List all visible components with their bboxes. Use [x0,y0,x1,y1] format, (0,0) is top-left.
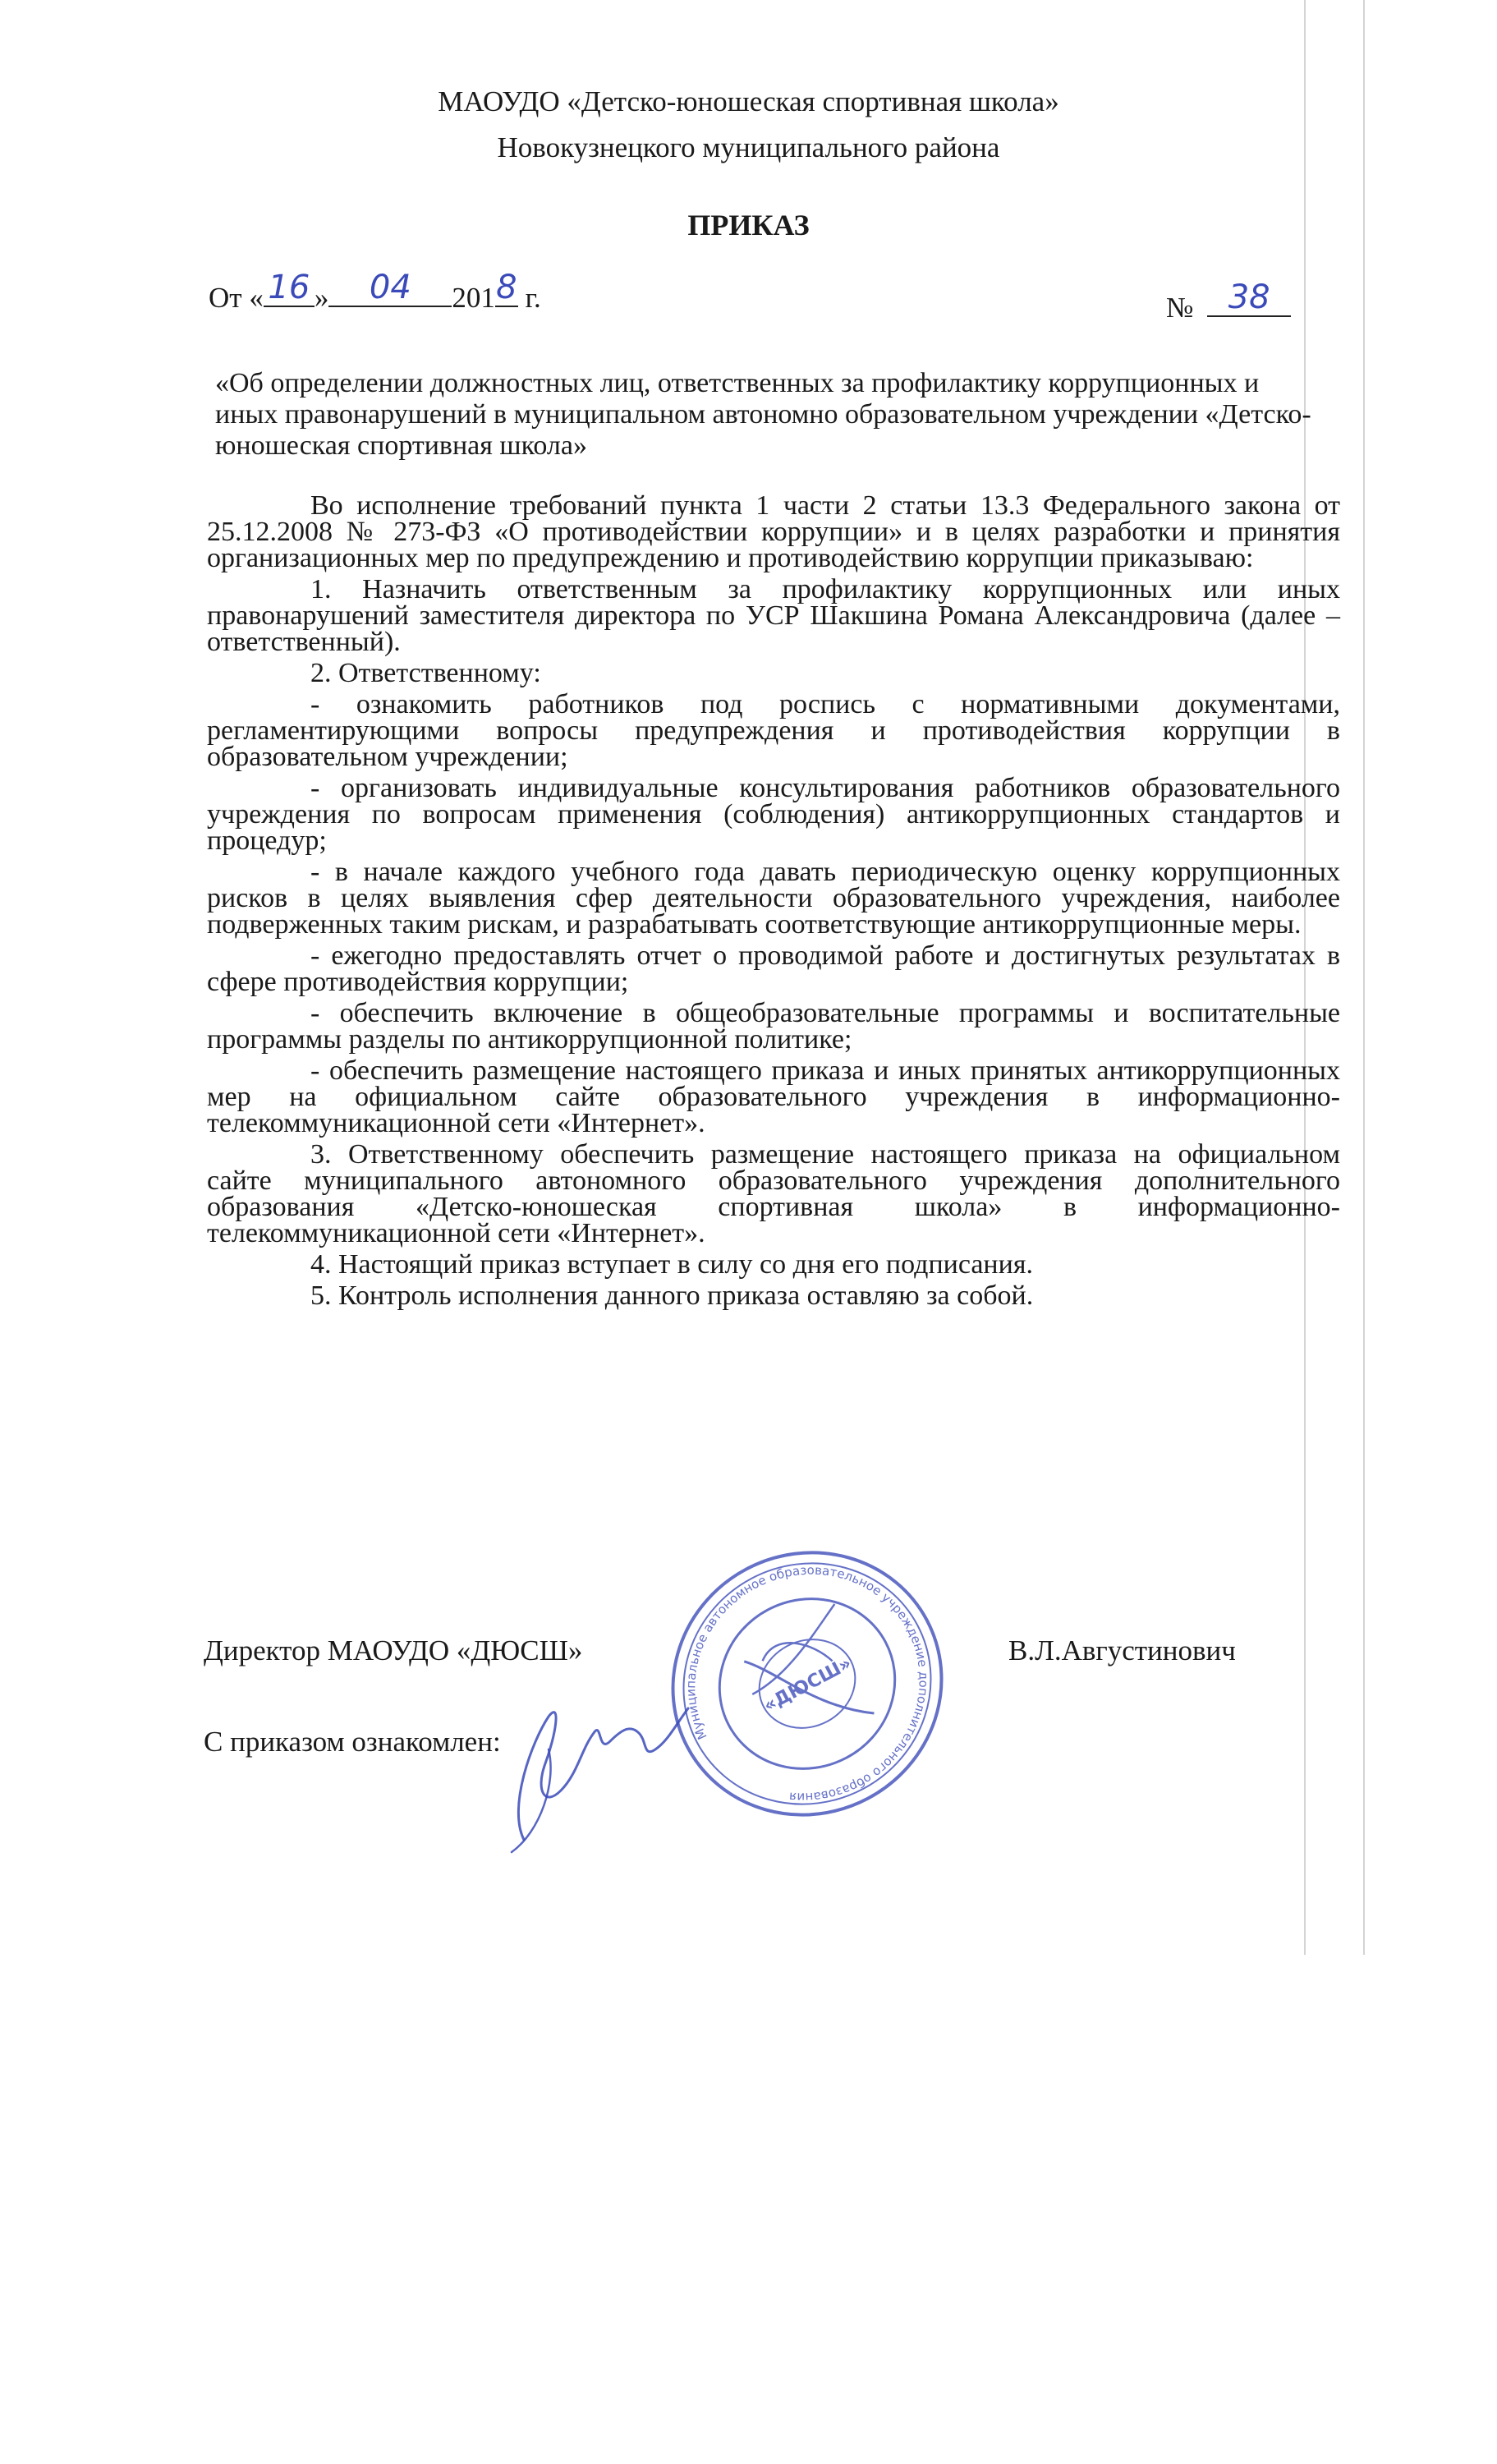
date-month: 04 [369,269,411,306]
official-stamp-icon [664,1544,951,1823]
stamp-outer-text: Муниципальное автономное образовательное учреждение дополнительного образования [683,1562,931,1805]
order-item-5: 5. Контроль исполнения данного приказа оставляю за собой. [310,1280,1034,1311]
organization-name: МАОУДО «Детско-юношеская спортивная школа» [438,85,1059,117]
order-number [1166,278,1291,324]
order-item-1: 1. Назначить ответственным за профилактику коррупционных или иных правонарушений заместителя директора по УСР Шакшина Романа Александровича (далее – ответственный). [207,574,1340,657]
order-item-4: 4. Настоящий приказ вступает в силу со дня его подписания. [310,1249,1033,1280]
number-value: 38 [1228,278,1270,316]
intro-paragraph: Во исполнение требований пункта 1 части 2 статьи 13.3 Федерального закона от 25.12.2008 № 273-ФЗ «О противодействии коррупции» и в целях разработки и принятия организационных мер по предупреждению и противодействию коррупции приказываю: [207,490,1340,573]
date-day-blank [264,269,315,307]
date-suffix: г. [517,282,541,314]
order-subitem-4: - ежегодно предоставлять отчет о проводимой работе и достигнутых результатах в сфере противодействия коррупции; [207,940,1340,997]
order-item-3: 3. Ответственному обеспечить размещение настоящего приказа на официальном сайте муниципального автономного образовательного учреждения дополнительного образования «Детско-юношеская спортивная школа» в информационно-телекоммуникационной сети «Интернет». [207,1139,1340,1248]
document-title: ПРИКАЗ [687,209,810,241]
date-month-blank [328,269,452,307]
handwritten-signature-icon [499,1676,705,1864]
order-item-2: 2. Ответственному: [310,658,541,688]
order-subject: «Об определении должностных лиц, ответственных за профилактику коррупционных и иных правонарушений в муниципальном автономно образовательном учреждении «Детско-юношеская спортивная школа» [215,368,1311,461]
date-year-prefix: 201 [452,282,495,314]
order-subitem-1: - ознакомить работников под роспись с нормативными документами, регламентирующими вопросы предупреждения и противодействия коррупции в образовательном учреждении; [207,689,1340,772]
date-separator: » [314,282,329,314]
organization-district: Новокузнецкого муниципального района [497,131,1000,163]
acknowledgement-label: С приказом ознакомлен: [204,1726,501,1758]
order-subitem-2: - организовать индивидуальные консультирования работников образовательного учреждения по вопросам применения (соблюдения) антикоррупционных стандартов и процедур; [207,773,1340,856]
scan-artifact-line [1363,0,1365,1955]
order-subitem-6: - обеспечить размещение настоящего приказа и иных принятых антикоррупционных мер на официальном сайте образовательного учреждения в информационно-телекоммуникационной сети «Интернет». [207,1055,1340,1138]
order-subitem-5: - обеспечить включение в общеобразовательные программы и воспитательные программы разделы по антикоррупционной политике; [207,998,1340,1055]
date-day: 16 [268,269,310,306]
stamp-center-text: «ДЮСШ» [760,1653,856,1717]
order-body [207,490,1340,1314]
number-label: № [1166,292,1194,324]
date-prefix: От « [209,282,264,314]
number-blank [1207,278,1291,317]
order-subitem-3: - в начале каждого учебного года давать периодическую оценку коррупционных рисков в целях выявления сфер деятельности образовательного учреждения, наиболее подверженных таким рискам, и разрабатывать соответствующие антикоррупционные меры. [207,857,1340,940]
order-date [209,269,541,315]
director-title: Директор МАОУДО «ДЮСШ» [204,1634,583,1666]
director-name: В.Л.Августинович [1008,1634,1236,1666]
date-year-blank [495,269,518,307]
date-year-suffix: 8 [496,269,517,306]
